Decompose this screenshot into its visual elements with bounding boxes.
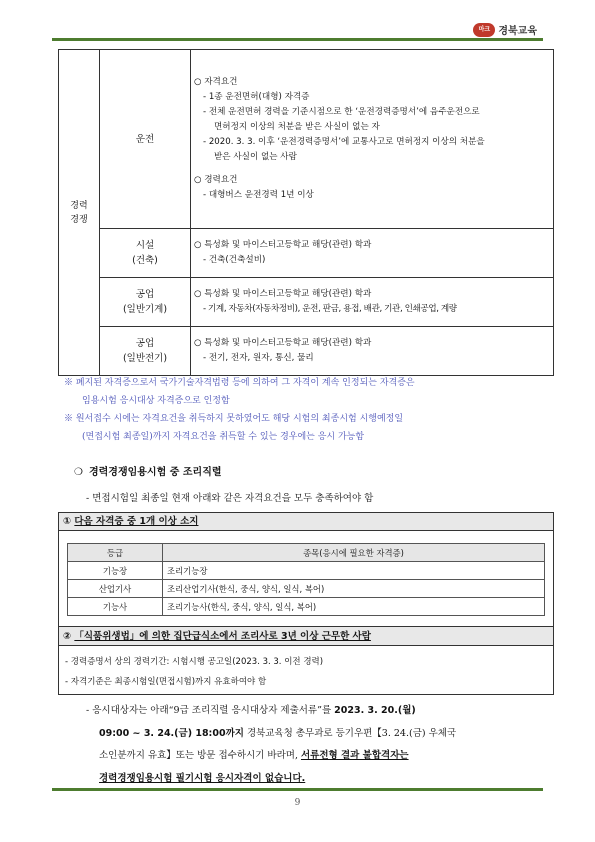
section-title bbox=[74, 463, 222, 478]
note-2: ※ 원서접수 시에는 자격요건을 취득하지 못하였어도 해당 시험의 최종시험 시행예정일 bbox=[64, 414, 404, 424]
requirement-1-number: ① bbox=[63, 516, 75, 527]
table-row bbox=[68, 580, 545, 598]
requirement-2-line1: - 경력증명서 상의 경력기간: 시험시행 공고일(2023. 3. 3. 이전 경력) bbox=[65, 657, 324, 667]
category-label: 경력 경쟁 bbox=[70, 200, 88, 225]
sub-category-driving: 운전 bbox=[135, 133, 155, 145]
col-grade: 등급 bbox=[68, 544, 163, 562]
qualification-table bbox=[67, 543, 545, 616]
requirement-2-line2: - 자격기준은 최종시험일(면접시험)까지 유효하여야 함 bbox=[65, 677, 267, 687]
sub-category-cell bbox=[100, 229, 191, 278]
sub-category-cell bbox=[100, 50, 191, 229]
table-row bbox=[59, 327, 554, 376]
final-bold-3: 서류전형 결과 불합격자는 bbox=[300, 750, 409, 761]
facility-line1: ○ 특성화 및 마이스터고등학교 해당(관련) 학과 bbox=[194, 240, 372, 250]
sub-category-industry-electric: 공업 (일반전기) bbox=[122, 338, 168, 364]
logo-text: 경북교육 bbox=[498, 26, 537, 37]
final-text-1: - 응시대상자는 아래“9급 조리직렬 응시대상자 제출서류”를 bbox=[86, 705, 335, 716]
machine-line2: - 기계, 자동차(자동차정비), 운전, 판금, 용접, 배관, 기관, 인쇄공업, 계량 bbox=[203, 304, 457, 314]
grade-cell: 산업기사 bbox=[68, 580, 163, 598]
cond1-item: - 2020. 3. 3. 이후 ‘운전경력증명서’에 교통사고로 면허정지 이상의 처분을 bbox=[203, 137, 485, 147]
item-cell: 조리산업기사(한식, 중식, 양식, 일식, 복어) bbox=[163, 580, 545, 598]
cond2-item: - 대형버스 운전경력 1년 이상 bbox=[203, 190, 314, 200]
category-cell bbox=[59, 50, 100, 376]
cond1-item: - 전체 운전면허 경력을 기준시점으로 한 ‘운전경력증명서’에 음주운전으로 bbox=[203, 107, 480, 117]
table-row bbox=[59, 278, 554, 327]
facility-line2: - 건축(건축설비) bbox=[203, 255, 266, 265]
sub-category-industry-machine: 공업 (일반기계) bbox=[122, 289, 168, 315]
table-row bbox=[68, 562, 545, 580]
content-cell bbox=[191, 327, 554, 376]
requirements-box bbox=[58, 512, 554, 695]
submission-paragraph bbox=[86, 700, 556, 790]
col-item: 종목(응시에 필요한 자격증) bbox=[163, 544, 545, 562]
cond2-title: ○ 경력요건 bbox=[194, 175, 238, 185]
section-title-text: 경력경쟁임용시험 중 조리직렬 bbox=[88, 467, 222, 478]
final-bold-2: 09:00 ~ 3. 24.(금) 18:00까지 bbox=[99, 727, 244, 739]
content-cell bbox=[191, 229, 554, 278]
final-bold-1: 2023. 3. 20.(월) bbox=[334, 705, 416, 716]
grade-cell: 기능사 bbox=[68, 598, 163, 616]
requirement-1-text: 다음 자격증 중 1개 이상 소지 bbox=[74, 516, 199, 527]
grade-cell: 기능장 bbox=[68, 562, 163, 580]
electric-line2: - 전기, 전자, 원자, 통신, 물리 bbox=[203, 353, 314, 363]
cond1-item: - 1종 운전면허(대형) 자격증 bbox=[203, 92, 310, 102]
requirement-2-number: ② bbox=[63, 631, 75, 642]
section-description: - 면접시험일 최종일 현재 아래와 같은 자격요건을 모두 충족하여야 함 bbox=[86, 493, 374, 504]
note-2-cont: (면접시험 최종일)까지 자격요건을 취득할 수 있는 경우에는 응시 가능함 bbox=[82, 432, 365, 442]
electric-line1: ○ 특성화 및 마이스터고등학교 해당(관련) 학과 bbox=[194, 338, 372, 348]
table-row bbox=[68, 598, 545, 616]
table-header-row bbox=[68, 544, 545, 562]
table-row bbox=[59, 229, 554, 278]
page-number: 9 bbox=[294, 798, 301, 808]
footer-rule bbox=[52, 788, 543, 791]
section-marker: ❍ bbox=[74, 467, 83, 478]
final-text-2: 경북교육청 총무과로 등기우편【3. 24.(금) 우체국 bbox=[243, 727, 457, 739]
table-row bbox=[59, 50, 554, 229]
item-cell: 조리기능사(한식, 중식, 양식, 일식, 복어) bbox=[163, 598, 545, 616]
sub-category-facility: 시설 (건축) bbox=[132, 240, 158, 266]
content-cell bbox=[191, 50, 554, 229]
final-text-3: 소인분까지 유효】또는 방문 접수하시기 바라며, bbox=[99, 750, 301, 761]
cond1-item: 면허정지 이상의 처분을 받은 사실이 없는 자 bbox=[214, 122, 380, 132]
notes-block bbox=[64, 374, 564, 446]
requirements-table bbox=[58, 49, 554, 376]
sub-category-cell bbox=[100, 327, 191, 376]
requirement-2-text: 「식품위생법」에 의한 집단급식소에서 조리사로 3년 이상 근무한 사람 bbox=[74, 631, 371, 642]
cond1-item: 받은 사실이 없는 사람 bbox=[214, 152, 297, 162]
header-rule bbox=[52, 38, 543, 41]
sub-category-cell bbox=[100, 278, 191, 327]
note-1-cont: 임용시험 응시대상 자격증으로 인정함 bbox=[82, 396, 230, 406]
header-logo bbox=[473, 22, 537, 37]
note-1: ※ 폐지된 자격증으로서 국가기술자격법령 등에 의하여 그 자격이 계속 인정되는 자격증은 bbox=[64, 378, 415, 388]
final-bold-4: 경력경쟁임용시험 필기시험 응시자격이 없습니다. bbox=[99, 772, 306, 784]
requirement-2-header bbox=[59, 626, 553, 646]
requirement-1-header bbox=[59, 513, 553, 531]
cond1-title: ○ 자격요건 bbox=[194, 77, 238, 87]
content-cell bbox=[191, 278, 554, 327]
machine-line1: ○ 특성화 및 마이스터고등학교 해당(관련) 학과 bbox=[194, 289, 372, 299]
item-cell: 조리기능장 bbox=[163, 562, 545, 580]
logo-mark: 마크 bbox=[473, 23, 495, 37]
